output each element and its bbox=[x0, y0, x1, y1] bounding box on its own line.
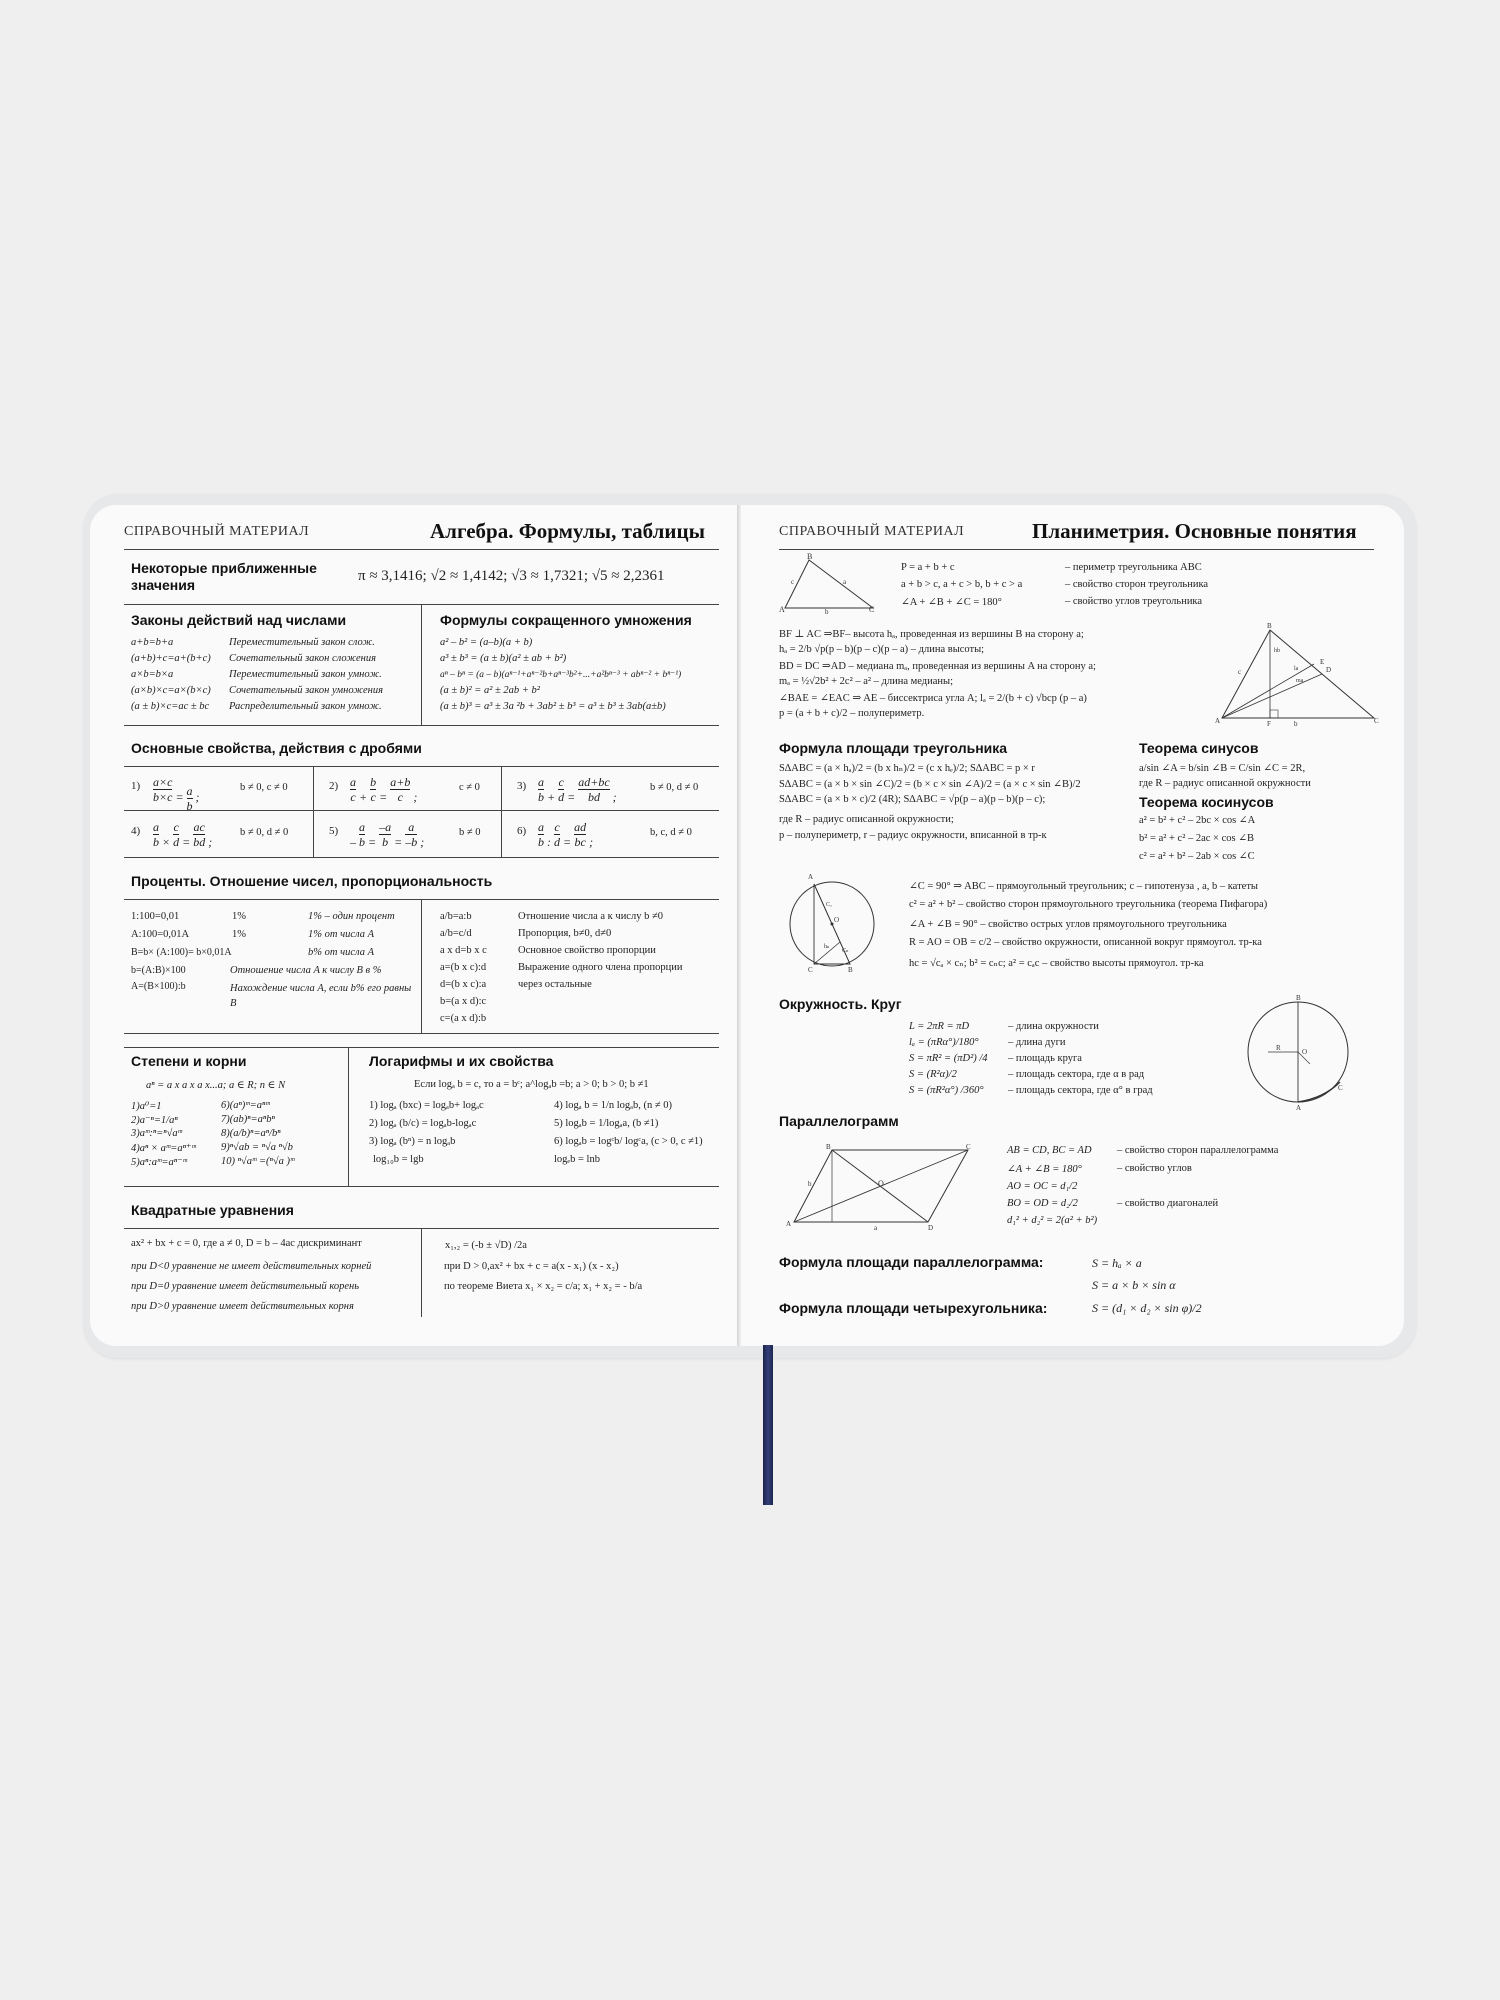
svg-text:B: B bbox=[807, 552, 813, 561]
height-rule: hₐ = 2/b √p(p – b)(p – c)(p – a) – длина высоты; bbox=[779, 644, 985, 655]
svg-text:D: D bbox=[928, 1224, 934, 1232]
parallelogram-formula: BO = OD = d₂/2 bbox=[1007, 1198, 1078, 1209]
svg-text:C: C bbox=[869, 605, 875, 614]
percent-formula: A=(B×100):b bbox=[131, 981, 186, 992]
law-name: Переместительный закон слож. bbox=[229, 637, 375, 648]
cosines-heading: Теорема косинусов bbox=[1139, 794, 1274, 810]
mult-formula: (a ± b)² = a² ± 2ab + b² bbox=[440, 685, 540, 696]
parallelogram-diagram bbox=[786, 1142, 972, 1232]
svg-text:c: c bbox=[1238, 668, 1242, 676]
mult-formula: a³ ± b³ = (a ± b)(a² ± ab + b²) bbox=[440, 653, 567, 664]
fraction-rule-5: – $\frac{a}{b}$ = $\frac{-a}{b}$ = $\frac{a}{-b}$ ; bbox=[350, 820, 425, 849]
vieta-theorem: по теореме Виета x₁ × x₂ = c/a; x₁ + x₂ = - b/a bbox=[444, 1281, 643, 1292]
acute-angles-rule: ∠A + ∠B = 90° – свойство острых углов прямоугольного треугольника bbox=[909, 919, 1227, 930]
triangle-desc: – периметр треугольника ABC bbox=[1065, 562, 1202, 573]
divider bbox=[348, 1047, 349, 1186]
proportion-formula: a/b=c/d bbox=[440, 928, 472, 939]
divider bbox=[124, 549, 719, 550]
circle-desc: – длина окружности bbox=[1008, 1021, 1099, 1032]
law-formula: a+b=b+a bbox=[131, 637, 174, 648]
circle-desc: – длина дуги bbox=[1008, 1037, 1066, 1048]
law-name: Сочетательный закон сложения bbox=[229, 653, 377, 664]
svg-text:ma: ma bbox=[1296, 678, 1304, 684]
proportion-desc: через остальные bbox=[518, 979, 592, 990]
percent-desc: Нахождение числа A, если b% его равны B bbox=[230, 983, 412, 1009]
svg-text:C: C bbox=[1374, 717, 1379, 725]
circle-desc: – площадь сектора, где α в рад bbox=[1008, 1069, 1145, 1080]
area-note: p – полупериметр, r – радиус окружности, вписанной в тр-к bbox=[779, 830, 1047, 841]
svg-text:B: B bbox=[826, 1143, 831, 1151]
approx-heading: Некоторые приближенные значения bbox=[131, 560, 317, 593]
logs-heading: Логарифмы и их свойства bbox=[369, 1053, 554, 1069]
powers-heading: Степени и корни bbox=[131, 1053, 247, 1069]
proportion-formula: b=(a x d):c bbox=[440, 996, 487, 1007]
svg-text:C: C bbox=[966, 1143, 971, 1151]
svg-text:A: A bbox=[1215, 717, 1221, 725]
cosines-formula: c² = a² + b² – 2ab × cos ∠C bbox=[1139, 851, 1255, 862]
quadratic-factor: при D > 0,ax² + bx + c = a(x - x₁) (x - x₂) bbox=[444, 1261, 619, 1272]
svg-text:B: B bbox=[848, 966, 853, 974]
svg-text:Cₐ: Cₐ bbox=[826, 902, 832, 908]
circle-formula: L = 2πR = πD bbox=[909, 1021, 970, 1032]
fraction-number: 4) bbox=[131, 825, 141, 837]
divider bbox=[124, 1047, 719, 1048]
semiperimeter-rule: p = (a + b + c)/2 – полупериметр. bbox=[779, 708, 925, 719]
svg-text:c: c bbox=[791, 578, 795, 586]
svg-text:O: O bbox=[1302, 1048, 1308, 1056]
altitude-rule: hc = √cₐ × cₙ; b² = cₙc; a² = cₐc – свойство высоты прямоугол. тр-ка bbox=[909, 958, 1204, 969]
mult-formula: aⁿ – bⁿ = (a – b)(aⁿ⁻¹+aⁿ⁻²b+aⁿ⁻³b²+...+a²bⁿ⁻³ + abⁿ⁻² + bⁿ⁻¹) bbox=[440, 670, 682, 680]
fraction-rule-4: $\frac{a}{b}$ × $\frac{c}{d}$ = $\frac{ac}{bd}$ ; bbox=[153, 820, 213, 849]
triangle-desc: – свойство сторон треугольника bbox=[1065, 579, 1209, 590]
log-rule: 6) logₐb = logᶜb/ logᶜa, (c > 0, c ≠1) bbox=[554, 1136, 703, 1147]
svg-text:O: O bbox=[878, 1179, 884, 1188]
svg-text:A: A bbox=[1296, 1104, 1302, 1112]
svg-text:b: b bbox=[825, 608, 829, 616]
law-formula: (a+b)+c=a+(b+c) bbox=[131, 653, 211, 664]
bisector-rule: ∠BAE = ∠EAC ⇒ AE – биссектриса угла A; lₐ = 2/(b + c) √bcp (p – a) bbox=[779, 693, 1087, 704]
law-formula: (a ± b)×c=ac ± bc bbox=[131, 701, 210, 712]
percent-formula: A:100=0,01A bbox=[131, 929, 190, 940]
quadratic-roots: x₁,₂ = (-b ± √D) /2a bbox=[445, 1240, 527, 1251]
percent-desc: 1% от числа A bbox=[308, 929, 374, 940]
divider bbox=[421, 1228, 422, 1317]
svg-text:D: D bbox=[1326, 666, 1332, 674]
power-rule: 10) ⁿ√aᵐ =(ⁿ√a )ᵐ bbox=[221, 1156, 295, 1167]
cosines-formula: a² = b² + c² – 2bc × cos ∠A bbox=[1139, 815, 1256, 826]
parallelogram-area-formula: S = a × b × sin α bbox=[1092, 1278, 1176, 1292]
quadratic-rule: при D>0 уравнение имеет действительных корня bbox=[131, 1301, 354, 1312]
percent-symbol: 1% bbox=[232, 911, 246, 922]
laws-heading: Законы действий над числами bbox=[131, 612, 347, 628]
fraction-number: 3) bbox=[517, 780, 527, 792]
approx-values: π ≈ 3,1416; √2 ≈ 1,4142; √3 ≈ 1,7321; √5 ≈ 2,2361 bbox=[358, 568, 665, 584]
svg-text:C: C bbox=[1338, 1084, 1343, 1092]
fraction-condition: b, c, d ≠ 0 bbox=[650, 827, 692, 838]
law-name: Переместительный закон умнож. bbox=[229, 669, 382, 680]
circle-heading: Окружность. Круг bbox=[779, 996, 902, 1012]
right-header-label: СПРАВОЧНЫЙ МАТЕРИАЛ bbox=[779, 524, 965, 539]
log-rule: 2) logₐ (b/c) = logₐb-logₐc bbox=[369, 1118, 477, 1129]
divider bbox=[124, 810, 719, 811]
short-mult-heading: Формулы сокращенного умножения bbox=[440, 612, 692, 628]
fraction-condition: b ≠ 0, d ≠ 0 bbox=[650, 782, 699, 793]
svg-text:R: R bbox=[1276, 1044, 1281, 1052]
fraction-number: 6) bbox=[517, 825, 527, 837]
quadratic-rule: ax² + bx + c = 0, где a ≠ 0, D = b – 4ac дискриминант bbox=[131, 1238, 362, 1249]
proportion-desc: Пропорция, b≠0, d≠0 bbox=[518, 928, 612, 939]
power-rule: 7)(ab)ⁿ=aⁿbⁿ bbox=[221, 1114, 275, 1125]
divider bbox=[421, 899, 422, 1033]
parallelogram-heading: Параллелограмм bbox=[779, 1113, 899, 1129]
power-rule: 9)ⁿ√ab = ⁿ√a ⁿ√b bbox=[221, 1142, 293, 1153]
area-formula: S∆ABC = (a × b × c)/2 (4R); S∆ABC = √p(p – a)(p – b)(p – c); bbox=[779, 794, 1046, 805]
triangle-heights-diagram bbox=[1214, 622, 1378, 726]
fraction-rule-3: $\frac{a}{b}$ + $\frac{c}{d}$ = $\frac{ad+bc}{bd}$ ; bbox=[538, 775, 617, 804]
left-header-label: СПРАВОЧНЫЙ МАТЕРИАЛ bbox=[124, 524, 310, 539]
percent-desc: 1% – один процент bbox=[308, 911, 395, 922]
quadratic-rule: при D=0 уравнение имеет действительный корень bbox=[131, 1281, 360, 1292]
power-rule: 2)a⁻ⁿ=1/aⁿ bbox=[131, 1115, 178, 1126]
fraction-condition: b ≠ 0, d ≠ 0 bbox=[240, 827, 289, 838]
svg-text:E: E bbox=[1320, 658, 1325, 666]
parallelogram-area-heading: Формула площади параллелограмма: bbox=[779, 1254, 1044, 1270]
triangle-formula: P = a + b + c bbox=[901, 562, 955, 573]
triangle-desc: – свойство углов треугольника bbox=[1065, 596, 1203, 607]
area-note: где R – радиус описанной окружности; bbox=[779, 814, 954, 825]
proportion-formula: a x d=b x c bbox=[440, 945, 487, 956]
circle-formula: S = (πR²α°) /360° bbox=[909, 1085, 984, 1096]
circle-formula: lₐ = (πRα°)/180° bbox=[909, 1037, 979, 1048]
svg-text:la: la bbox=[1294, 666, 1299, 672]
divider bbox=[779, 549, 1374, 550]
power-rule: 3)aᵐ:ⁿ=ⁿ√aᵐ bbox=[131, 1128, 182, 1139]
percent-symbol: 1% bbox=[232, 929, 246, 940]
sines-heading: Теорема синусов bbox=[1139, 740, 1259, 756]
cosines-formula: b² = a² + c² – 2ac × cos ∠B bbox=[1139, 833, 1255, 844]
log-rule: log₁₀b = lgb bbox=[373, 1154, 424, 1165]
parallelogram-formula: AO = OC = d₁/2 bbox=[1007, 1181, 1078, 1192]
power-rule: 4)aⁿ × aᵐ=aⁿ⁺ᵐ bbox=[131, 1143, 196, 1154]
percent-heading: Проценты. Отношение чисел, пропорциональность bbox=[131, 873, 493, 889]
percent-formula: b=(A:B)×100 bbox=[131, 965, 186, 976]
divider bbox=[124, 766, 719, 767]
median-rule: mₐ = ½√2b² + 2c² – a² – длина медианы; bbox=[779, 676, 954, 687]
law-name: Распределительный закон умнож. bbox=[229, 701, 382, 712]
divider bbox=[124, 1033, 719, 1034]
divider bbox=[124, 857, 719, 858]
mult-formula: (a ± b)³ = a³ ± 3a ²b + 3ab² ± b³ = a³ ± b³ ± 3ab(a±b) bbox=[440, 701, 666, 712]
proportion-formula: c=(a x d):b bbox=[440, 1013, 487, 1024]
pythagoras-rule: c² = a² + b² – свойство сторон прямоугольного треугольника (теорема Пифагора) bbox=[909, 899, 1268, 910]
proportion-formula: d=(b x c):a bbox=[440, 979, 487, 990]
quadrilateral-area-heading: Формула площади четырехугольника: bbox=[779, 1300, 1048, 1316]
sines-formula: a/sin ∠A = b/sin ∠B = C/sin ∠C = 2R, bbox=[1139, 763, 1306, 774]
log-rule: 3) logₐ (bⁿ) = n logₐb bbox=[369, 1136, 456, 1147]
proportion-desc: Выражение одного члена пропорции bbox=[518, 962, 683, 973]
parallelogram-formula: AB = CD, BC = AD bbox=[1007, 1145, 1092, 1156]
percent-desc: b% от числа A bbox=[308, 947, 374, 958]
power-definition: aⁿ = a x a x a x...a; a ∈ R; n ∈ N bbox=[146, 1080, 286, 1091]
parallelogram-desc: – свойство сторон параллелограмма bbox=[1117, 1145, 1279, 1156]
parallelogram-desc: – свойство диагоналей bbox=[1117, 1198, 1219, 1209]
power-rule: 8)(a/b)ⁿ=aⁿ/bⁿ bbox=[221, 1128, 281, 1139]
parallelogram-desc: – свойство углов bbox=[1117, 1163, 1192, 1174]
svg-text:Cₙ: Cₙ bbox=[842, 948, 849, 954]
circle-desc: – площадь круга bbox=[1008, 1053, 1082, 1064]
svg-text:A: A bbox=[779, 605, 785, 614]
circumcircle-rule: R = AO = OB = c/2 – свойство окружности, описанной вокруг прямоугол. тр-ка bbox=[909, 937, 1262, 948]
svg-text:A: A bbox=[808, 873, 814, 881]
parallelogram-formula: d₁² + d₂² = 2(a² + b²) bbox=[1007, 1215, 1098, 1226]
log-rule: logₑb = lnb bbox=[554, 1154, 600, 1165]
circle-formula: S = πR² = (πD²) /4 bbox=[909, 1053, 988, 1064]
circle-diagram bbox=[1244, 994, 1356, 1110]
fraction-rule-6: $\frac{a}{b}$ : $\frac{c}{d}$ = $\frac{ad}{bc}$ ; bbox=[538, 820, 594, 849]
svg-text:a: a bbox=[874, 1224, 878, 1232]
parallelogram-formula: ∠A + ∠B = 180° bbox=[1007, 1164, 1082, 1175]
svg-text:C: C bbox=[808, 966, 813, 974]
triangle-abc-diagram bbox=[779, 552, 879, 616]
right-triangle-circle-diagram bbox=[784, 870, 880, 974]
svg-text:F: F bbox=[1267, 720, 1271, 728]
percent-desc: Отношение числа A к числу B в % bbox=[230, 965, 382, 976]
area-formula: S∆ABC = (a × hₐ)/2 = (b x hₙ)/2 = (c x hₑ)/2; S∆ABC = p × r bbox=[779, 763, 1035, 774]
divider bbox=[421, 604, 422, 725]
height-rule: BF ⊥ AC ⇒BF– высота hₐ, проведенная из вершины B на сторону a; bbox=[779, 629, 1084, 640]
svg-text:B: B bbox=[1296, 994, 1301, 1002]
circle-desc: – площадь сектора, где α° в град bbox=[1008, 1085, 1153, 1096]
log-rule: 1) logₐ (bxc) = logₐb+ logₐc bbox=[369, 1100, 484, 1111]
right-triangle-rule: ∠C = 90° ⇒ ABC – прямоугольный треугольник; c – гипотенуза , a, b – катеты bbox=[909, 881, 1258, 892]
median-rule: BD = DC ⇒AD – медиана mₐ, проведенная из вершины A на сторону a; bbox=[779, 661, 1096, 672]
proportion-desc: Основное свойство пропорции bbox=[518, 945, 656, 956]
percent-formula: B=b× (A:100)= b×0,01A bbox=[131, 947, 232, 958]
fraction-condition: c ≠ 0 bbox=[459, 782, 480, 793]
fraction-number: 5) bbox=[329, 825, 339, 837]
triangle-formula: ∠A + ∠B + ∠C = 180° bbox=[901, 597, 1002, 608]
divider bbox=[124, 725, 719, 726]
power-rule: 1)a⁰=1 bbox=[131, 1101, 162, 1112]
svg-text:hₙ: hₙ bbox=[824, 944, 830, 950]
mult-formula: a² – b² = (a–b)(a + b) bbox=[440, 637, 533, 648]
percent-formula: 1:100=0,01 bbox=[131, 911, 180, 922]
quadratic-rule: при D<0 уравнение не имеет действительных корней bbox=[131, 1261, 372, 1272]
right-header-title: Планиметрия. Основные понятия bbox=[1032, 519, 1357, 543]
quadrilateral-area-formula: S = (d₁ × d₂ × sin φ)/2 bbox=[1092, 1301, 1202, 1315]
svg-text:hb: hb bbox=[1274, 648, 1280, 654]
divider bbox=[501, 766, 502, 857]
svg-text:b: b bbox=[1294, 720, 1298, 728]
triangle-formula: a + b > c, a + c > b, b + c > a bbox=[901, 579, 1023, 590]
fraction-number: 1) bbox=[131, 780, 141, 792]
law-formula: a×b=b×a bbox=[131, 669, 174, 680]
svg-text:a: a bbox=[843, 578, 847, 586]
log-definition: Если logₐ b = c, то a = bᶜ; a^logₐb =b; a > 0; b > 0; b ≠1 bbox=[414, 1079, 649, 1090]
proportion-formula: a/b=a:b bbox=[440, 911, 472, 922]
log-rule: 5) logₐb = 1/logₐa, (b ≠1) bbox=[554, 1118, 659, 1129]
fraction-condition: b ≠ 0, c ≠ 0 bbox=[240, 782, 288, 793]
law-formula: (a×b)×c=a×(b×c) bbox=[131, 685, 211, 696]
svg-text:B: B bbox=[1267, 622, 1272, 630]
proportion-formula: a=(b x c):d bbox=[440, 962, 487, 973]
parallelogram-area-formula: S = hₐ × a bbox=[1092, 1256, 1142, 1270]
svg-text:A: A bbox=[786, 1220, 792, 1228]
svg-text:b: b bbox=[808, 1180, 812, 1188]
fractions-heading: Основные свойства, действия с дробями bbox=[131, 740, 422, 756]
sines-note: где R – радиус описанной окружности bbox=[1139, 778, 1311, 789]
bookmark-ribbon bbox=[763, 1345, 773, 1505]
left-header-title: Алгебра. Формулы, таблицы bbox=[430, 519, 705, 543]
power-rule: 5)aⁿ:aᵐ=aⁿ⁻ᵐ bbox=[131, 1157, 187, 1168]
svg-text:O: O bbox=[834, 916, 840, 924]
area-formula: S∆ABC = (a × b × sin ∠C)/2 = (b × c × sin ∠A)/2 = (a × c × sin ∠B)/2 bbox=[779, 779, 1081, 790]
log-rule: 4) logₐ b = 1/n logₐb, (n ≠ 0) bbox=[554, 1100, 673, 1111]
divider bbox=[124, 1186, 719, 1187]
area-heading: Формула площади треугольника bbox=[779, 740, 1008, 756]
law-name: Сочетательный закон умножения bbox=[229, 685, 383, 696]
proportion-desc: Отношение числа a к числу b ≠0 bbox=[518, 911, 663, 922]
fraction-rule-1: $\frac{a\times c}{b\times c}$ = $\frac{a}{b}$ ; bbox=[153, 775, 200, 813]
page-gutter bbox=[737, 505, 741, 1346]
divider bbox=[313, 766, 314, 857]
fraction-number: 2) bbox=[329, 780, 339, 792]
power-rule: 6)(aⁿ)ᵐ=aⁿᵐ bbox=[221, 1100, 270, 1111]
fraction-rule-2: $\frac{a}{c}$ + $\frac{b}{c}$ = $\frac{a+b}{c}$ ; bbox=[350, 775, 418, 804]
circle-formula: S = (R²α)/2 bbox=[909, 1069, 957, 1080]
fraction-condition: b ≠ 0 bbox=[459, 827, 481, 838]
quadratic-heading: Квадратные уравнения bbox=[131, 1202, 294, 1218]
left-page bbox=[90, 505, 737, 1346]
